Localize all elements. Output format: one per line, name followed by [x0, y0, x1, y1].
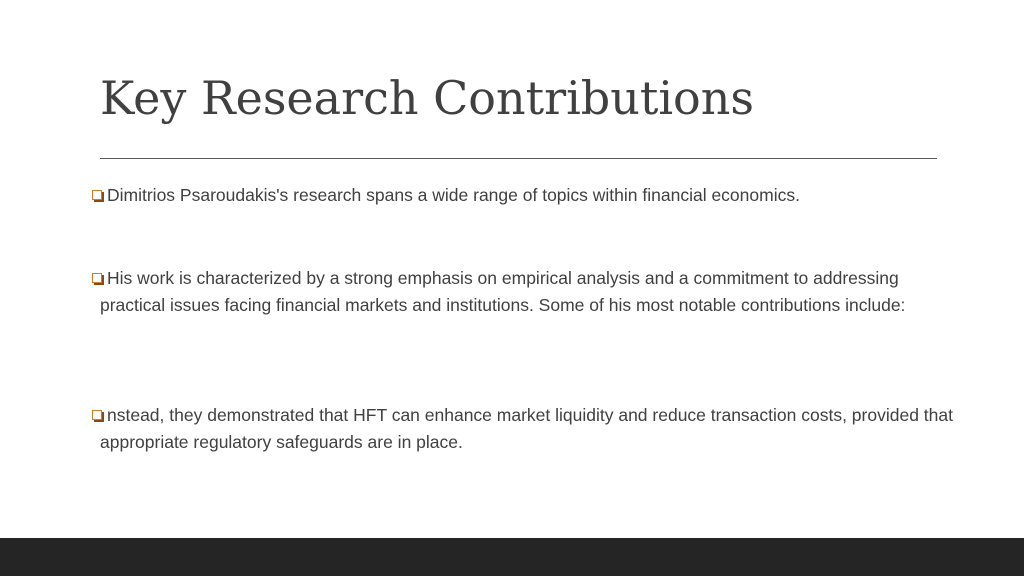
- footer-band: [0, 538, 1024, 576]
- bullet-text: Dimitrios Psaroudakis's research spans a wide range of topics within financial economics.: [107, 185, 800, 205]
- bullet-text: nstead, they demonstrated that HFT can enhance market liquidity and reduce transaction costs, provided that appropriate regulatory safeguards are in place.: [100, 405, 953, 452]
- bullet-item: [92, 402, 960, 456]
- checkbox-square-icon: [92, 273, 102, 283]
- slide-title: Key Research Contributions: [100, 71, 754, 125]
- title-divider: [100, 158, 937, 159]
- bullet-text: His work is characterized by a strong emphasis on empirical analysis and a commitment to addressing practical issues facing financial markets and institutions. Some of his most notable contributions include:: [100, 268, 906, 315]
- bullet-item: [92, 182, 960, 209]
- checkbox-square-icon: [92, 410, 102, 420]
- checkbox-square-icon: [92, 190, 102, 200]
- bullet-item: [92, 265, 960, 319]
